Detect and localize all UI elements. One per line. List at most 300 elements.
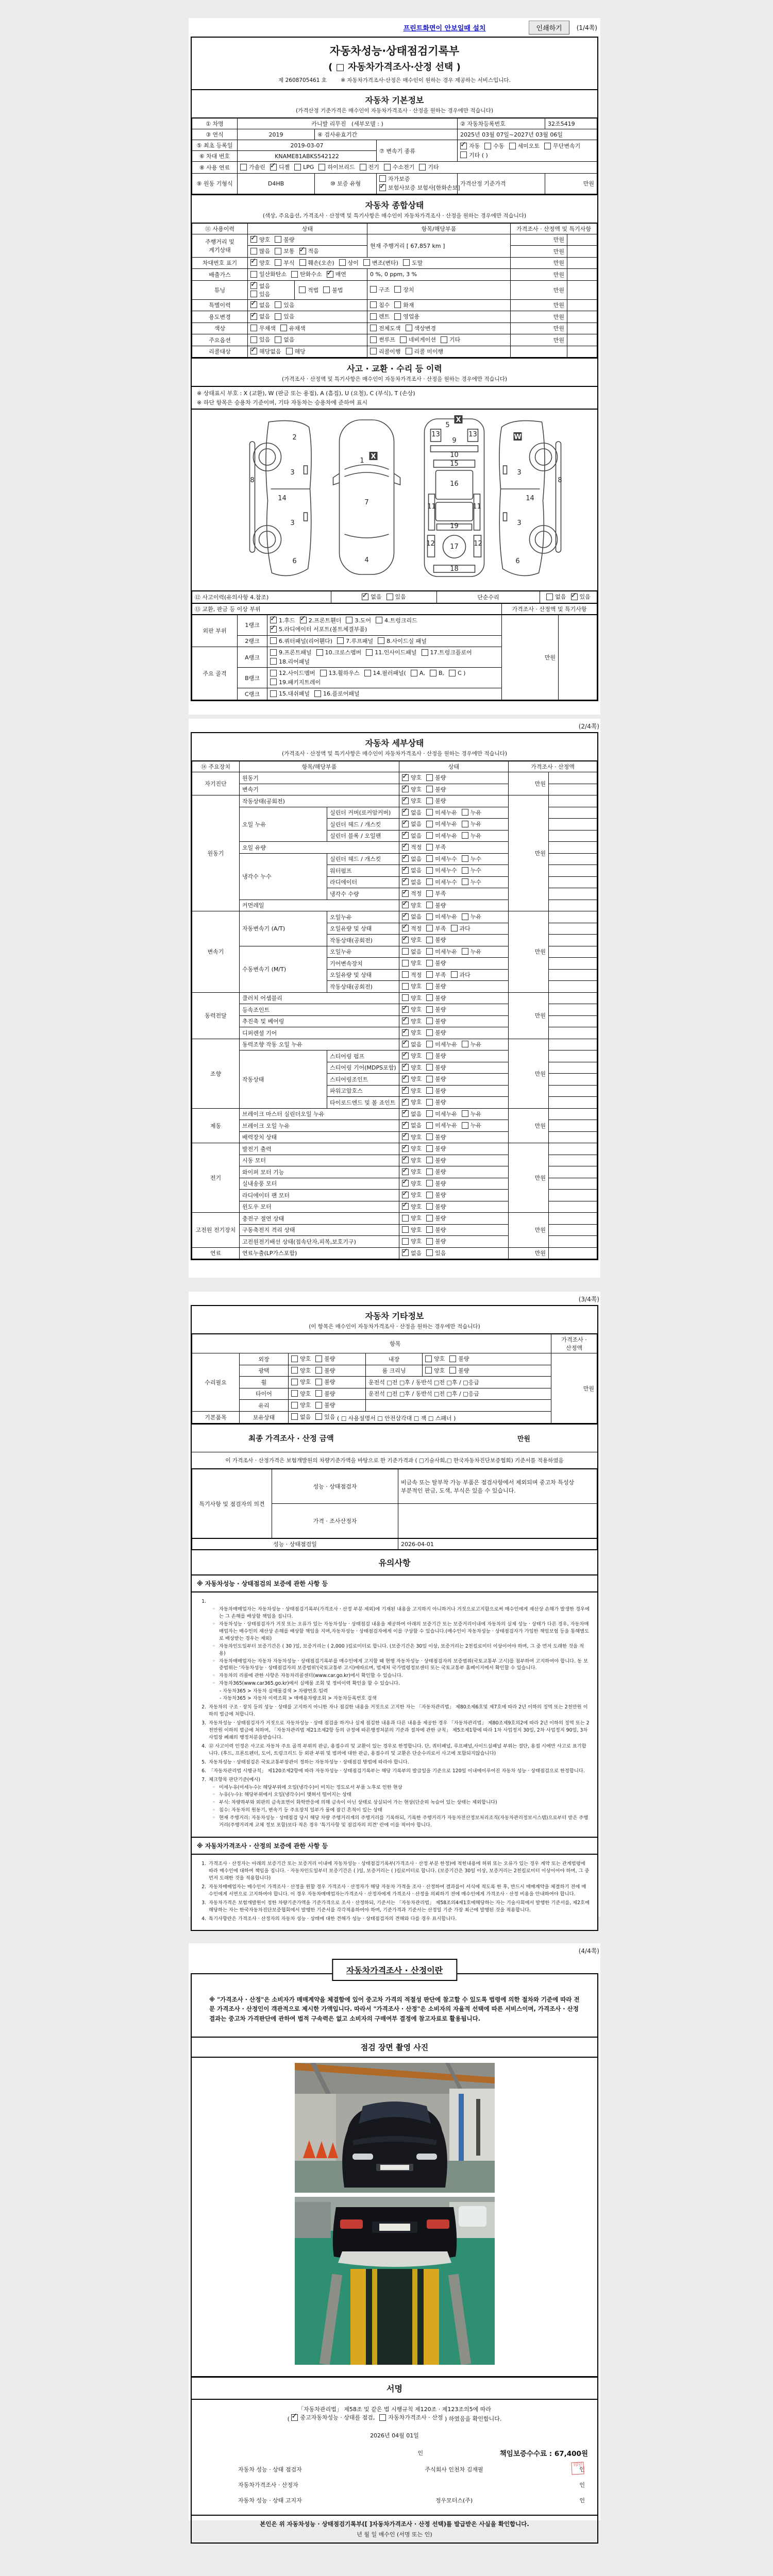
checkbox: 불량 <box>426 1214 446 1222</box>
checkbox: 누유 <box>462 1121 481 1129</box>
checkbox: ✓ 양호 <box>402 1063 422 1072</box>
overall-table: ⑪ 사용이력 상태 항목/해당부품 가격조사 · 산정액 및 특기사항 주행거리 및 계기상태 ✓ 양호 불량 현재 주행거리 [ 67,857 km ] 만원 많음 보통 ✓ 적음 만원 차대번호 표기 ✓ 양호 부식 훼손(오손) 상이 변조(변타) 도말 만원 배출가스 일산화탄소 탄화수소 ✓ 매연 0 %, 0 ppm, 3 % 만원 튜닝 ✓ 없음 있음 적법 불법 구조 장치 만원 특별이력 ✓ 없음 있음 침수 화재 만원 용도변경 ✓ 없음 있음 렌트 영업용 만원 색상 무채색 유채색 전체도색 색상변경 만원 주요옵션 있음 없음 썬루프 네비게이션 기타 만원 리콜대상 ✓ 해당없음 해당 리콜이행 리콜 미이행 <box>192 223 597 358</box>
checkbox: ✓ 양호 <box>402 1005 422 1013</box>
notice-bullet: ◦ 자동차365(www.car365.go.kr)에서 실매물 조회 및 정비이력 확인을 할 수 있습니다. <box>212 1681 400 1687</box>
diagram-label: X <box>456 416 461 424</box>
checkbox: 무채색 <box>250 324 276 332</box>
checkbox: 전기 <box>360 163 379 171</box>
notice-title: 유의사항 <box>192 1550 597 1575</box>
checkbox: 8.사이드실 패널 <box>378 637 427 645</box>
page-indicator: (1/4쪽) <box>576 24 597 31</box>
car-rear <box>332 2207 457 2267</box>
checkbox: 불량 <box>426 1017 446 1025</box>
overall-note: (색상, 주요옵션, 가격조사 · 산정액 및 특기사항은 매수인이 자동차가격조사 · 산정을 원하는 경우에만 적습니다) <box>262 212 527 219</box>
checkbox: 리콜 미이행 <box>406 347 444 355</box>
checkbox: 있음 <box>426 1249 446 1257</box>
checkbox: 미세누수 <box>426 878 457 886</box>
detail-title: 자동차 세부상태 <box>365 738 424 748</box>
checkbox: 렌트 <box>370 312 390 320</box>
notice-item: 2. 자동차의 구조 · 장치 등의 성능 · 상태를 고지하지 아니한 자나 점검한 내용을 거짓으로 고지한 자는 「자동차관리법」 제80조제6호및 제7호에 따라 2년 이하의 징역 또는 2천만원 이하의 벌금에 처합니다. <box>201 1704 588 1718</box>
appraisal-desc: ※ "가격조사 · 산정"은 소비자가 매매계약을 체결함에 있어 중고차 가격의 적절성 판단에 참고할 수 있도록 법령에 의한 절차와 기준에 따라 전문 가격조사 · 산정인이 객관적으로 제시한 가액입니다. 따라서 "가격조사 · 산정"은 소비자의 자율적 선택에 따른 서비스이며, 가격조사 · 산정 결과는 중고차 가격판단에 관하여 법적 구속력은 없고 소비자의 구매여부 결정에 참고자료로 활용됩니다. <box>209 1996 580 2022</box>
final-price-label: 최종 가격조사 · 산정 금액 <box>248 1435 334 1443</box>
checkbox: ✓ 적음 <box>299 247 319 255</box>
diagram-label: 12 <box>426 540 435 548</box>
checkbox: B, <box>430 670 444 676</box>
page-indicator-4: (4/4쪽) <box>578 1947 599 1955</box>
checkbox: 양호 <box>402 982 422 990</box>
accident-legend <box>192 386 597 410</box>
top-view-body <box>340 420 394 574</box>
checkbox: 화재 <box>394 301 414 309</box>
notice-bullet: ◦ 미세누유(미세누수): 해당부위에 오일(냉각수)이 비치는 정도로서 부품 노후로 인한 현상 <box>212 1784 402 1790</box>
notice-bullet: ◦ 누유(누수): 해당부위에서 오일(냉각수)이 맺혀서 떨어지는 상태 <box>212 1792 351 1798</box>
notice-item: 3. 자동차성능 · 상태점검자가 거짓으로 자동차성능 · 상태 점검을 하거나 실제 점검한 내용과 다른 내용을 제공한 경우 「자동차관리법」 제80조제9호의2에 따라 2년 이하의 징역 또는 2천만원 이하의 벌금에 처하며, 「자동차관리법 제21조제2항 등의 규정에 따른행정처분의 기준과 절차에 관한 규칙」 제5조제1항에 따라 1차 사업정지 30일, 2차 사업정지 90일, 3차 사업장 폐쇄의 행정처분을받습니다. <box>201 1720 590 1740</box>
notice-bullet: ◦ 침수: 자동차의 원동기, 변속기 등 주요장치 일부가 물에 잠긴 흔적이 있는 상태 <box>212 1807 382 1814</box>
checkbox: 불량 <box>426 936 446 944</box>
checkbox: 유채색 <box>280 324 306 332</box>
checkbox: 장치 <box>394 285 414 294</box>
checkbox: ✓ 양호 <box>402 1144 422 1153</box>
inspection-photo-rear <box>295 2197 495 2365</box>
checkbox: ✓ 해당없음 <box>250 347 281 355</box>
diagram-label: 13 <box>468 431 477 438</box>
mid-seal: 인 <box>417 2449 424 2456</box>
checkbox: ✓ 없음 <box>402 1249 422 1257</box>
checkbox: 색상변경 <box>406 324 436 332</box>
checkbox: 가솔린 <box>240 163 265 171</box>
checkbox: 일산화탄소 <box>250 270 287 278</box>
checkbox: 기타 <box>419 163 439 171</box>
checkbox: ✓ 양호 <box>402 1052 422 1060</box>
checkbox: 양호 <box>425 1366 445 1375</box>
checkbox: ✓ 없음 <box>250 312 270 320</box>
checkbox: ✓ 양호 <box>402 1179 422 1188</box>
checkbox: 없음 <box>546 592 566 601</box>
checkbox: ✓ 양호 <box>402 1075 422 1083</box>
checkbox: ✓ 없음 <box>402 878 422 886</box>
checkbox: ✓ 디젤 <box>270 163 290 171</box>
checkbox: 침수 <box>370 301 390 309</box>
checkbox: ✓ 없음 <box>250 301 270 309</box>
checkbox: 15.대쉬패널 <box>270 689 310 698</box>
diagram-label: 7 <box>364 499 369 506</box>
checkbox: ✓ 양호 <box>402 936 422 944</box>
car-diagram <box>192 410 597 590</box>
notice-body-b <box>192 1855 597 1930</box>
checkbox: ✓ 적정 <box>402 924 422 933</box>
checkbox: 구조 <box>370 285 390 294</box>
diagram-label: 10 <box>450 451 459 459</box>
checkbox: ✓ 양호 <box>402 1087 422 1095</box>
notice-item: 5. 자동차성능 · 상태점검은 국토교통부장관이 정하는 자동차성능 · 상태점검 방법에 따라야 합니다. <box>201 1759 409 1765</box>
sign-section <box>192 2376 597 2543</box>
notice-item: 1. <box>201 1599 206 1604</box>
signer-row <box>201 2496 588 2504</box>
checkbox: ✓ 없음 <box>402 820 422 828</box>
etc-note: (이 항목은 매수인이 자동차가격조사 · 산정을 원하는 경우에만 적습니다) <box>309 1324 480 1330</box>
checkbox: 불량 <box>426 1005 446 1013</box>
checkbox: ✓ 양호 <box>402 1202 422 1211</box>
checkbox: ✓ 있음 <box>571 592 591 601</box>
checkbox: 불량 <box>426 1156 446 1164</box>
checkbox: 불량 <box>426 1063 446 1072</box>
diagram-label: 3 <box>290 469 295 477</box>
checkbox: 있음 <box>275 312 294 320</box>
checkbox: 하이브리드 <box>318 163 355 171</box>
signers <box>201 2462 588 2504</box>
checkbox: 있음 <box>250 335 270 344</box>
notice-item: 4. 특기사항란은 가격조사 · 산정자의 자동차 성능 · 상태에 대한 견해가 성능 · 상태점검자의 견해와 다를 경우 표시합니다. <box>201 1916 457 1922</box>
checkbox: 불법 <box>323 286 343 294</box>
checkbox: 양호 <box>291 1389 311 1398</box>
diagram-label: 16 <box>450 480 459 488</box>
checkbox: 영업용 <box>394 312 419 320</box>
checkbox: 무단변속기 <box>544 142 580 150</box>
notice-bullet: ◦ 부식: 차량하부와 외판의 금속표면이 화학반응에 의해 금속이 아닌 상태로 상실되어 가는 현상(단순히 녹슬어 있는 상태는 제외합니다) <box>212 1800 497 1806</box>
checkbox: 부족 <box>426 924 446 933</box>
checkbox: ✓ 없음 <box>402 866 422 874</box>
checkbox: 리콜이행 <box>370 347 401 355</box>
page-1 <box>189 18 600 715</box>
checkbox: 불량 <box>426 773 446 782</box>
checkbox: ✓ 양호 <box>250 259 270 267</box>
diagram-label: 9 <box>452 437 457 445</box>
detail-note: (가격조사 · 산정액 및 특기사항은 매수인이 자동차가격조사 · 산정을 원하는 경우에만 적습니다) <box>281 751 507 757</box>
etc-table: 항목 가격조사 · 산정액 수리필요 외장 양호 불량 내장 양호 불량 만원 광택 양호 불량 룸 크리닝 양호 불량 휠 양호 불량 운전석 □전 □후 / 동반석 □전 □후 / □응급 타이어 양호 불량 운전석 □전 □후 / 동반석 □전 □후 / □응급 유리 양호 불량 기본품목 보유상태 없음 있음 ( □ 사용설명서 □ 안전삼각대 □ 잭 □ 스패너 ) <box>192 1333 597 1423</box>
checkbox: ✓ 없음 <box>250 282 287 290</box>
etc-title: 자동차 기타정보 <box>365 1311 424 1321</box>
signer-name: 정우모터스(주) <box>435 2497 473 2504</box>
checkbox: 썬루프 <box>370 335 395 344</box>
notice-subline: - 자동차365 > 자동차 실매물검색 > 차량번호 입력 <box>220 1688 328 1694</box>
diagram-label: W <box>514 433 522 441</box>
checkbox: 세미오토 <box>509 142 540 150</box>
page-4 <box>189 1943 600 2538</box>
checkbox: ✓ 양호 <box>402 773 422 782</box>
checkbox: 부족 <box>426 889 446 897</box>
checkbox: 기타 <box>441 335 460 344</box>
checkbox: 미세누유 <box>426 1110 457 1118</box>
checkbox: 도말 <box>403 259 423 267</box>
signer-role: 자동차 성능 · 상태 고지자 <box>238 2497 302 2504</box>
sign-date: 2026년 04월 01일 <box>370 2432 419 2439</box>
checkbox: 불량 <box>315 1389 335 1398</box>
checkbox: 9.프론트패널 <box>270 648 312 656</box>
checkbox: 적법 <box>299 286 318 294</box>
notice-bullet: ◦ 현재 주행거리: 자동차성능 · 상태점검 당시 해당 차량 주행거리계의 주행거리를 기록하되, 기록한 주행거리가 자동차전산정보처리조직(자동차관리정보시스템)으로부터 받은 주행거리(주행거리계 교체 정보 포함)보다 적은 경우 '특기사항 및 점검자의 의견' 란에 이를 적어야 합니다. <box>212 1815 589 1828</box>
legend-basis: ※ 하단 항목은 승용차 기준이며, 기타 자동차는 승용차에 준하여 표시 <box>197 399 368 406</box>
checkbox: 양호 <box>402 959 422 967</box>
basic-info-note: (가격산정 기준가격은 매수인이 자동차가격조사 · 산정을 원하는 경우에만 적습니다) <box>295 108 494 114</box>
checkbox: 누수 <box>462 855 481 863</box>
notice-item: 7. 체크항목 판단기준(예시) <box>201 1776 261 1783</box>
checkbox: 불량 <box>315 1354 335 1363</box>
checkbox: 불량 <box>426 1144 446 1153</box>
buyer-confirm: 본인은 위 자동차성능 · 상태점검기록부([ ]자동차가격조사 · 산정 선택)를 발급받은 사실을 확인합니다. <box>192 2515 597 2529</box>
checkbox: 6.쿼터패널(리어휀다) <box>270 637 332 645</box>
checkbox: 미세누유 <box>426 808 457 817</box>
checkbox: 양호 <box>402 1237 422 1245</box>
checkbox: 양호 <box>425 1354 445 1363</box>
notice-bullet: ◦ 자동차매매업자는 자동차 자동차성능 · 상태점검기록부를 매수인에게 고지할 때 현행 자동차성능 · 상태점검자의 보증범위(국토교통부 고시)를 첨부하여 고지하여야 합니다. 동 보증범위는 '자동차성능 · 상태점검자의 보증범위'(국토교통부 고시)에따르며, 법제처 국가법령정보센터 또는 국토교통부 홈페이지에서 확인할 수 있습니다. <box>212 1658 588 1671</box>
checkbox: C ) <box>449 670 465 676</box>
checkbox: A, <box>411 670 425 676</box>
diagram-label: 3 <box>517 469 522 477</box>
checkbox: 누유 <box>462 1110 481 1118</box>
notice-item: 4. ⑫ 사고이력 인정은 사고로 자동차 주요 골격 부위의 판금, 용접수리 및 교환이 있는 경우로 한정합니다. 단, 쿼터패널, 루프패널,사이드실패널 부위는 절단, 용접 시에만 사고로 표기합니다. (후드, 프론트펜더, 도어, 트렁크리드 등 외판 부위 및 범퍼에 대한 판금, 용접수리 및 교환은 단순수리로서 사고에 포함되지않습니다) <box>201 1743 586 1756</box>
checkbox: ✓ 양호 <box>250 235 270 244</box>
diagram-label: 11 <box>427 503 436 511</box>
diagram-label: 13 <box>431 431 440 438</box>
checkbox: 미세누유 <box>426 1121 457 1129</box>
checkbox: 누유 <box>462 947 481 956</box>
checkbox: ✓ 양호 <box>402 1017 422 1025</box>
checkbox: 불량 <box>426 1202 446 1211</box>
checkbox: 양호 <box>291 1378 311 1386</box>
detail-table: ⑭ 주요장치 항목/해당부품 상태 가격조사 · 산정액 자기진단 원동기 ✓ 양호 불량 만원 변속기 ✓ 양호 불량 원동기 작동상태(공회전) ✓ 양호 불량 만원 오일 누유 실린더 커버(로커암커버) ✓ 없음 미세누유 누유 실린더 헤드 / 개스킷 ✓ 없음 미세누유 누유 실린더 블록 / 오일팬 ✓ 없음 미세누유 누유 오일 유량 ✓ 적정 부족 냉각수 누수 실린더 헤드 / 개스킷 ✓ 없음 미세누수 누수 워터펌프 ✓ 없음 미세누수 누수 라디에이터 ✓ 없음 미세누수 누수 냉각수 수량 ✓ 적정 부족 커먼레일 ✓ 양호 불량 변속기 자동변속기 (A/T) 오일누유 ✓ 없음 미세누유 누유 만원 오일유량 및 상태 ✓ 적정 부족 과다 작동상태(공회전) ✓ 양호 불량 수동변속기 (M/T) 오일누유 없음 미세누유 누유 기어변속장치 양호 불량 오일유량 및 상태 적정 부족 과다 작동상태(공회전) 양호 불량 동력전달 클러치 어셈블리 양호 불량 만원 등속조인트 ✓ 양호 불량 추진축 및 베어링 ✓ 양호 불량 디퍼렌셜 기어 ✓ 양호 불량 조향 동력조향 작동 오일 누유 ✓ 없음 미세누유 누유 만원 작동상태 스티어링 펌프 ✓ 양호 불량 스티어링 기어(MDPS포함) ✓ 양호 불량 스티어링조인트 ✓ 양호 불량 파워고압호스 ✓ 양호 불량 타이로드엔드 및 볼 죠인트 ✓ 양호 불량 제동 브레이크 마스터 실린더오일 누유 ✓ 없음 미세누유 누유 만원 브레이크 오일 누유 ✓ 없음 미세누유 누유 배력장치 상태 ✓ 양호 불량 전기 발전기 출력 ✓ 양호 불량 만원 시동 모터 ✓ 양호 불량 와이퍼 모터 기능 ✓ 양호 불량 실내송풍 모터 ✓ 양호 불량 라디에이터 팬 모터 ✓ 양호 불량 윈도우 모터 ✓ 양호 불량 고전원 전기장치 충전구 절연 상태 양호 불량 만원 구동축전지 격리 상태 양호 불량 고전원전기배선 상태(접속단자,피복,보호기구) 양호 불량 연료 연료누출(LP가스포함) ✓ 없음 있음 만원 <box>192 760 597 1259</box>
checkbox: 불량 <box>315 1401 335 1409</box>
doc-title: 자동차성능·상태점검기록부 <box>329 45 460 57</box>
checkbox: 양호 <box>402 1214 422 1222</box>
checkbox: ✓ 적정 <box>402 889 422 897</box>
checkbox: 자동차가격조사 · 산정 <box>379 2413 443 2421</box>
checkbox: 누유 <box>462 912 481 921</box>
buyer-date-line: 년 월 일 매수인 (서명 또는 인) <box>357 2531 432 2538</box>
checkbox: 미세누유 <box>426 947 457 956</box>
print-toolbar <box>189 18 600 37</box>
checkbox: 많음 <box>250 247 270 255</box>
checkbox: 불량 <box>426 1167 446 1176</box>
checkbox: ✓ 없음 <box>402 832 422 840</box>
checkbox: 18.리어패널 <box>270 657 310 666</box>
diagram-label: 14 <box>278 495 287 502</box>
checkbox: 양호 <box>291 1401 311 1409</box>
diagram-label: 4 <box>364 556 369 564</box>
basic-info-title: 자동차 기본정보 <box>365 95 424 105</box>
checkbox: ✓ 양호 <box>402 1167 422 1176</box>
notice-section-a: ※ 자동차성능 · 상태점검의 보증에 관한 사항 등 <box>192 1575 597 1592</box>
checkbox: ✓ 없음 <box>362 592 381 601</box>
red-seal-stamp: 印인 <box>571 2462 584 2475</box>
warranty-fee: 책임보증수수료 : 67,400원 <box>499 2449 588 2458</box>
notice-item: 6. 「자동차관리법 시행규칙」 제120조제2항에 따라 자동차성능 · 상태점검기록부는 해당 기록부의 발급일을 기준으로 120일 이내에이루어진 자동차 성능 · 상태점검으로 한정합니다. <box>201 1768 585 1774</box>
checkbox: ✓ 없음 <box>402 855 422 863</box>
checkbox: 기타 ( ) <box>460 151 488 159</box>
legend-symbols: ※ 상태표시 부호 : X (교환), W (판금 또는 용접), A (흠집), U (요철), C (부식), T (손상) <box>197 390 415 397</box>
notice-item: 3. 자동차가격은 보험개발원이 정한 차량기준가액을 기준가격으로 조사 · 산정하되, 기준서는 「자동차관리법」 제58조의4제1호에해당하는 자는 기술사회에서 발행한 기준서를, 제2호에 해당하는 자는 한국자동차진단보증협회에서 발행한 기준서를 각각적용하여야 하며, 기준가격과 기준서는 산정일 기준 가장 최근에 발행된 것을 적용합니다. <box>201 1900 590 1913</box>
doc-number-line <box>192 73 597 89</box>
diagram-label: 15 <box>450 460 459 468</box>
checkbox: 적정 <box>402 971 422 979</box>
sign-law-line: 「자동차관리법」 제58조 및 같은 법 시행규칙 제120조 · 제123조의5에 따라 <box>298 2406 491 2413</box>
checkbox: 과다 <box>451 924 470 933</box>
checkbox: ✓ 없음 <box>402 1121 422 1129</box>
checkbox: 불량 <box>426 1098 446 1106</box>
checkbox: ✓ 양호 <box>402 901 422 909</box>
checkbox: 탄화수소 <box>291 270 322 278</box>
signer-name: 주식회사 인천차 김재필 <box>425 2466 483 2473</box>
diagram-label: 11 <box>473 503 481 511</box>
car-front <box>342 2102 447 2188</box>
checkbox: 양호 <box>291 1366 311 1375</box>
exchange-rank-table: ⑬ 교환, 판금 등 이상 부위 가격조사 · 산정액 및 특기사항 외판 부위 1랭크 ✓ 1.후드 ✓ 2.프론트휀더 3.도어 4.트렁크리드 ✓ 5.라디에이터 서포트(볼트체결부품) 만원 2랭크 6.쿼터패널(리어휀다) 7.루프패널 8.사이드실 패널 주요 골격 A랭크 9.프론트패널 10.크로스멤버 11.인사이드패널 17.트렁크플로어 18.리어패널 B랭크 12.사이드멤버 13.휠하우스 14.필러패널( A, B, C ) 19.패키지트레이 C랭크 15.대쉬패널 16.플로어패널 <box>192 603 597 700</box>
diagram-label: 3 <box>517 519 522 527</box>
print-button[interactable]: 인쇄하기 <box>529 21 569 35</box>
checkbox: ✓ 양호 <box>402 1191 422 1199</box>
checkbox: 미세누수 <box>426 866 457 874</box>
diagram-label: 6 <box>292 557 297 565</box>
notice-bullet: ◦ 자동차의 리콜에 관한 사항은 자동차리콜센터(www.car.go.kr)에서 확인할 수 있습니다. <box>212 1673 403 1679</box>
accident-history-row: ⑫ 사고이력(유의사항 4.참조) ✓ 없음 있음 단순수리 없음 ✓ 있음 <box>192 590 597 603</box>
checkbox: 누수 <box>462 878 481 886</box>
diagram-label: 3 <box>290 519 295 527</box>
checkbox: 누유 <box>462 820 481 828</box>
checkbox: ✓ 양호 <box>402 1156 422 1164</box>
checkbox: 해당 <box>286 347 306 355</box>
sign-confirm-line: ( ✓ 중고자동차성능 · 상태를 점검, 자동차가격조사 · 산정 ) 하였음을 확인합니다. <box>201 2413 588 2423</box>
diagram-label: X <box>371 453 376 461</box>
checkbox: 불량 <box>426 1052 446 1060</box>
checkbox: 부족 <box>426 971 446 979</box>
checkbox: 불량 <box>426 1226 446 1234</box>
doc-note: ※ 자동차가격조사·산정은 매수인이 원하는 경우 제공하는 서비스입니다. <box>341 77 511 83</box>
document-page-3 <box>191 1305 598 1931</box>
checkbox: 12.사이드멤버 <box>270 669 315 677</box>
page-3 <box>189 1292 600 1922</box>
doc-subtitle: ( □ 자동차가격조사·산정 선택 ) <box>328 62 461 73</box>
checkbox: 불량 <box>426 959 446 967</box>
notice-body-a <box>192 1592 597 1837</box>
install-print-helper-link[interactable]: 프린트화면이 안보일때 설치 <box>403 25 486 32</box>
checkbox: 불량 <box>426 1191 446 1199</box>
checkbox: ✓ 중고자동차성능 · 상태를 점검, <box>291 2413 375 2421</box>
checkbox: 없음 <box>291 1413 311 1421</box>
checkbox: 전체도색 <box>370 324 401 332</box>
diagram-label: 18 <box>450 565 459 573</box>
sign-title: 서명 <box>192 2378 597 2400</box>
diagram-label: 8 <box>250 477 255 484</box>
checkbox: 7.루프패널 <box>337 637 373 645</box>
final-price-unit: 만원 <box>517 1435 530 1443</box>
checkbox: 훼손(오손) <box>299 259 334 267</box>
opinions-table: 특기사항 및 점검자의 의견 성능 · 상태점검자 비금속 또는 탈부착 가능 부품은 점검사항에서 제외되며 중고차 특성상 부분적인 판금, 도색, 부식은 있을 수 있습니다. 가격 · 조사산정자 성능 · 상태점검일 2026-04-01 <box>192 1468 597 1550</box>
checkbox: 미세누유 <box>426 1040 457 1048</box>
diagram-label: 1 <box>360 457 364 465</box>
checkbox: 불량 <box>275 235 294 244</box>
checkbox: 불량 <box>426 901 446 909</box>
checkbox: 있음 <box>315 1413 335 1421</box>
checkbox: 부족 <box>426 843 446 851</box>
page-2 <box>189 719 600 1278</box>
checkbox: 불량 <box>426 1087 446 1095</box>
photos-title: 점검 장면 촬영 사진 <box>192 2037 597 2058</box>
checkbox: 부식 <box>275 259 294 267</box>
doc-number: 제 2608705461 호 <box>278 77 327 83</box>
checkbox: 누수 <box>462 866 481 874</box>
diagram-label: 2 <box>292 434 297 442</box>
checkbox: 13.휠하우스 <box>320 669 360 677</box>
diagram-label: 19 <box>450 522 459 530</box>
overall-title: 자동차 종합상태 <box>365 200 424 210</box>
notice-item: 2. 자동차매매업자는 매수인이 가격조사 · 산정을 원할 경우 가격조사 · 산정자가 해당 자동차 가격을 조사 · 산정하여 결과를이 서식에 적도록 한 후, 반드시 매매계약을 체결하기 전에 매수인에게 서면으로 고지하여야 합니다. 이 경우 자동차매매업자는가격조사 · 산정자에게 가격조사 · 산정을 의뢰하기 전에 매수인에게 가격조사 · 산정 비용을 안내하여야 합니다. <box>201 1884 586 1897</box>
checkbox: ✓ 없음 <box>402 912 422 921</box>
checkbox: 있음 <box>250 290 292 298</box>
checkbox: 수소전기 <box>384 163 415 171</box>
checkbox: LPG <box>294 164 314 171</box>
notice-section-b: ※ 자동차가격조사 · 산정의 보증에 관한 사항 등 <box>192 1837 597 1855</box>
accident-note: (가격조사 · 산정액 및 특기사항은 매수인이 자동차가격조사 · 산정을 원하는 경우에만 적습니다) <box>281 376 507 382</box>
checkbox: 보통 <box>275 247 294 255</box>
signer-role: 자동차가격조사 · 산정자 <box>238 2481 298 2488</box>
checkbox: 양호 <box>291 1354 311 1363</box>
checkbox: ✓ 없음 <box>402 1110 422 1118</box>
checkbox: 미세누유 <box>426 912 457 921</box>
appraisal-box-title: 자동차가격조사 · 산정이란 <box>332 1959 457 1981</box>
checkbox: 없음 <box>402 947 422 956</box>
photo-area <box>192 2058 597 2376</box>
checkbox: ✓ 양호 <box>402 1028 422 1037</box>
checkbox: ✓ 보험사보증 보험사[한화손보] <box>379 183 460 192</box>
checkbox: 자가보증 <box>379 175 410 183</box>
diagram-label: 12 <box>474 540 482 548</box>
final-price-row <box>192 1423 597 1468</box>
checkbox: 14.필러패널( <box>364 669 406 677</box>
checkbox: 불량 <box>315 1366 335 1375</box>
checkbox: 없음 <box>275 335 294 344</box>
checkbox: 11.인사이드패널 <box>366 648 416 656</box>
signer-seal: 印인 인 <box>549 2465 588 2473</box>
diagram-label: 14 <box>526 495 534 502</box>
checkbox: 불량 <box>426 994 446 1002</box>
checkbox: 양호 <box>402 994 422 1002</box>
notice-bullet: ◦ 자동차매매업자는 자동차성능 · 상태점검기록부(가격조사 · 산정 부분 제외)에 기재된 내용을 고지하지 아니하거나 거짓으로고지함으로써 매수인에게 재산상 손해가 발생한 경우에는 그 손해를 배상할 책임을 집니다. <box>212 1606 590 1619</box>
car-diagram-svg <box>195 412 600 584</box>
document-page-2 <box>191 732 598 1260</box>
notice-bullet: ◦ 자동차인도일부터 보증기간은 ( 30 )일, 보증거리는 ( 2,000 )킬로미터로 합니다. (보증기간은 30일 이상, 보증거리는 2천킬로미터 이상이어야 하며, 그 중 먼저 도래한 것을 적용) <box>212 1643 584 1656</box>
inspection-photo-front <box>295 2063 495 2193</box>
checkbox: 변조(변타) <box>363 259 398 267</box>
checkbox: ✓ 적정 <box>402 843 422 851</box>
signer-seal: 인 <box>579 2481 585 2488</box>
checkbox: ✓ 양호 <box>402 785 422 793</box>
diagram-label: 6 <box>515 557 520 565</box>
checkbox: 미세누유 <box>426 820 457 828</box>
checkbox: 불량 <box>426 982 446 990</box>
checkbox: 미세누수 <box>426 855 457 863</box>
checkbox: 양호 <box>402 1226 422 1234</box>
checkbox: ✓ 없음 <box>402 1040 422 1048</box>
checkbox: ✓ 없음 <box>402 808 422 817</box>
notice-subline: - 자동차365 > 자동차 이력조회 > 매매용차량조회 > 자동차등록번호 검색 <box>220 1696 377 1702</box>
diagram-label: 5 <box>445 421 450 429</box>
document-page-1 <box>191 37 598 701</box>
signer-seal: 인 <box>579 2497 585 2504</box>
checkbox: 3.도어 <box>346 616 371 624</box>
diagram-label: 17 <box>450 543 459 551</box>
checkbox: 있음 <box>386 592 406 601</box>
accident-title: 사고 · 교환 · 수리 등 이력 <box>347 364 442 374</box>
checkbox: 불량 <box>426 1133 446 1141</box>
checkbox: 과다 <box>451 971 470 979</box>
checkbox: ✓ 2.프론트휀더 <box>300 616 342 624</box>
checkbox: ✓ 자동 <box>460 142 480 150</box>
checkbox: 상이 <box>339 259 359 267</box>
checkbox: 불량 <box>426 1075 446 1083</box>
checkbox: 누유 <box>462 832 481 840</box>
checkbox: 불량 <box>426 1179 446 1188</box>
checkbox: ✓ 양호 <box>402 1133 422 1141</box>
checkbox: 있음 <box>275 301 294 309</box>
